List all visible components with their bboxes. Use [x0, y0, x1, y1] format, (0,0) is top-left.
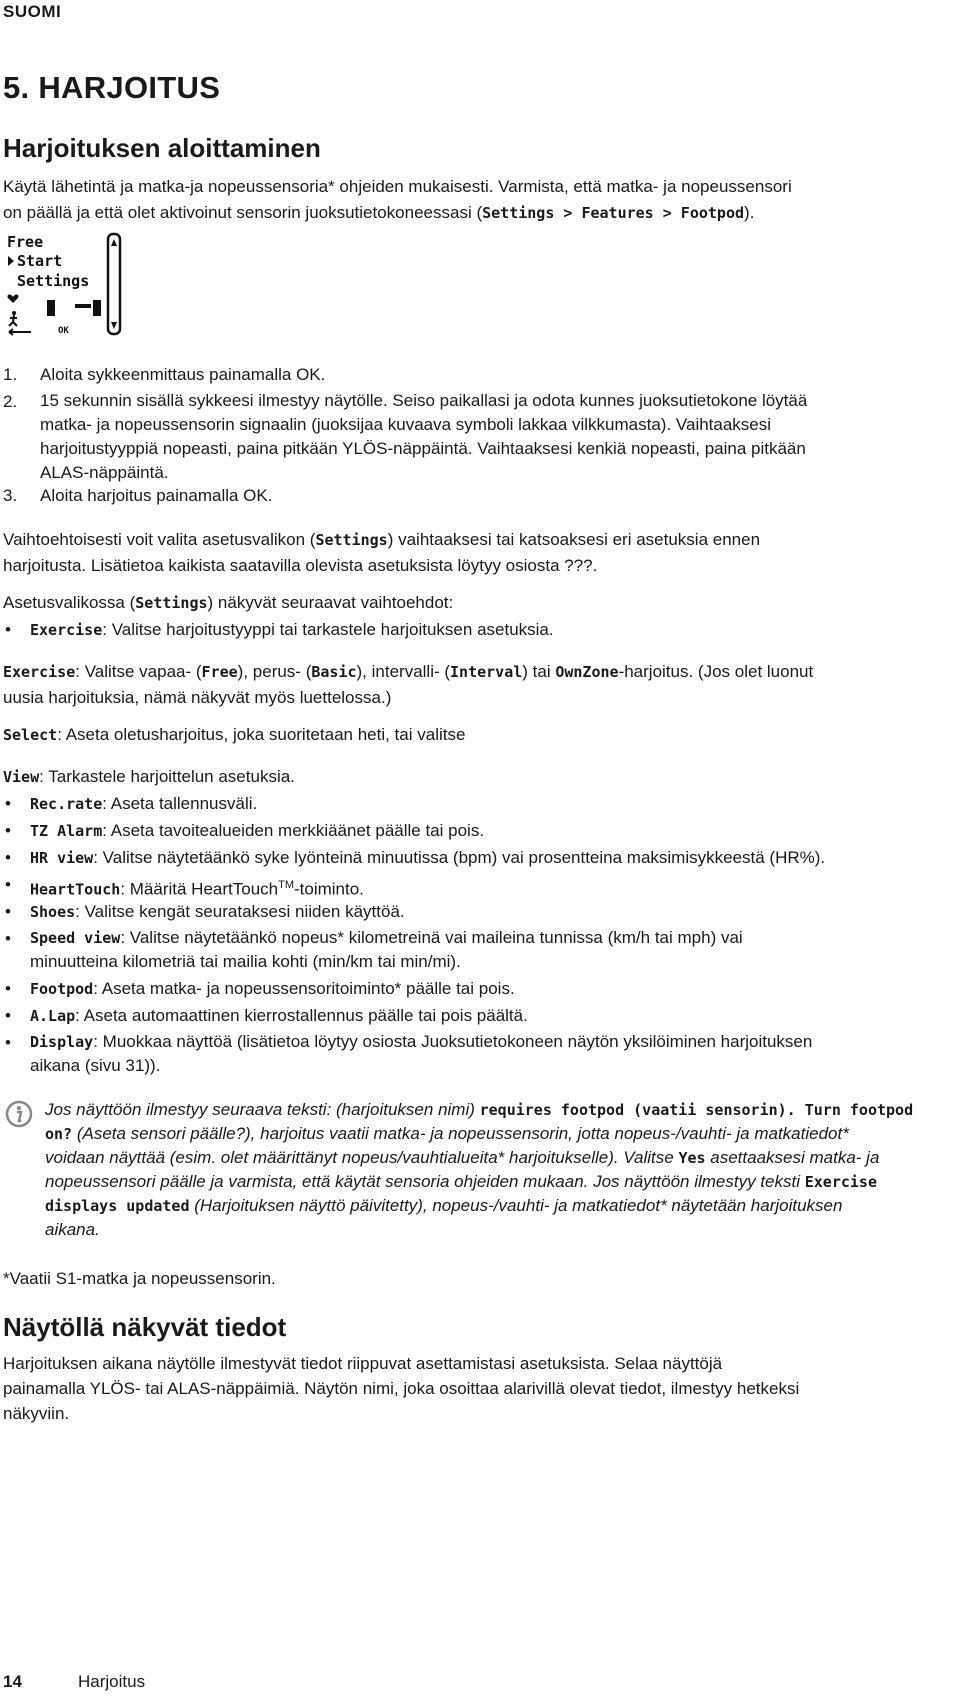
bullet-icon: • [5, 1006, 11, 1025]
info-note: Jos näyttöön ilmestyy seuraava teksti: (harjoituksen nimi) requires footpod (vaatii sensorin). Turn footpod on? (Aseta sensori päälle?), harjoitus vaatii matka- ja nopeussensorin, jotta nopeus-/vauhti- ja matkatiedot* voidaan näyttää (esim. olet määrittänyt nopeus/vauhtialueita* harjoitukselle). Valitse Yes asettaaksesi matka- ja nopeussensori päälle ja varmista, että käytät sensoria ohjeiden mukaan. Jos näyttöön ilmestyy teksti Exercise displays updated (Harjoituksen näyttö päivitetty), nopeus-/vauhti- ja matkatiedot* näytetään harjoituksen aikana. [45, 1100, 914, 1239]
list-item: Footpod: Aseta matka- ja nopeussensoritoiminto* päälle tai pois. [30, 979, 515, 998]
exercise-bullet: Exercise: Valitse harjoitustyyppi tai tarkastele harjoituksen asetuksia. [30, 620, 554, 639]
up-arrow-icon [111, 239, 117, 246]
step-number: 2. [3, 392, 18, 411]
footer-section-name: Harjoitus [78, 1672, 146, 1691]
scroll-bar-frame [108, 234, 120, 334]
selection-arrow-icon [8, 256, 14, 266]
display-data-paragraph: Harjoituksen aikana näytölle ilmestyvät tiedot riippuvat asettamistasi asetuksista. Selaa näyttöjä painamalla YLÖS- tai ALAS-näppäimiä. Näytön nimi, joka osoittaa alarivillä olevat tiedot, ilmestyy hetkeksi näkyviin. [3, 1354, 800, 1423]
intro-line-1: Käytä lähetintä ja matka-ja nopeussensoria* ohjeiden mukaisesti. Varmista, että matka- ja nopeussensori [3, 177, 792, 196]
watch-display-illustration [3, 226, 128, 338]
intro-paragraph [3, 174, 948, 226]
section-title-display-data: Näytöllä näkyvät tiedot [3, 1312, 287, 1342]
list-item: A.Lap: Aseta automaattinen kierrostallennus päälle tai pois päältä. [30, 1006, 528, 1025]
bullet-icon: • [5, 848, 11, 867]
step-number: 3. [3, 486, 18, 505]
display-segment [47, 300, 55, 316]
list-item: HR view: Valitse näytetäänkö syke lyönteinä minuutissa (bpm) vai prosentteina maksimisykkeestä (HR%). [30, 848, 826, 867]
list-item: Rec.rate: Aseta tallennusväli. [30, 794, 258, 813]
heart-icon [8, 294, 19, 303]
intro-line-2: on päällä ja että olet aktivoinut sensorin juoksutietokoneessasi (Settings > Features > Footpod). [3, 203, 755, 222]
list-item: Shoes: Valitse kengät seurataksesi niiden käyttöä. [30, 902, 405, 921]
page-number: 14 [3, 1672, 22, 1691]
display-text-free: Free [7, 233, 44, 251]
bullet-icon: • [5, 929, 11, 948]
settings-menu-intro: Asetusvalikossa (Settings) näkyvät seuraavat vaihtoehdot: [3, 593, 454, 612]
down-arrow-icon [111, 322, 117, 329]
section-title-start-training: Harjoituksen aloittaminen [3, 133, 321, 163]
view-paragraph: View: Tarkastele harjoittelun asetuksia. [3, 767, 295, 786]
display-segment [75, 304, 91, 308]
list-item: HeartTouch: Määritä HeartTouch™-toiminto. [30, 879, 364, 899]
back-arrow-icon [9, 329, 31, 335]
info-icon [5, 1100, 33, 1128]
select-paragraph: Select: Aseta oletusharjoitus, joka suoritetaan heti, tai valitse [3, 725, 466, 744]
settings-keyword: Settings [135, 594, 208, 612]
bullet-icon: • [5, 620, 11, 639]
display-ok-label: OK [58, 326, 69, 336]
bullet-icon: • [5, 821, 11, 840]
bullet-icon: • [5, 1033, 11, 1052]
bullet-icon: • [5, 875, 11, 894]
exercise-paragraph: Exercise: Valitse vapaa- (Free), perus- (Basic), intervalli- (Interval) tai OwnZone-harjoitus. (Jos olet luonut uusia harjoituksia, nämä näkyvät myös luettelossa.) [3, 662, 814, 707]
display-segment [93, 300, 101, 316]
runner-icon [9, 311, 17, 326]
step-1-text: Aloita sykkeenmittaus painamalla OK. [40, 365, 326, 384]
display-text-start: Start [17, 252, 63, 270]
chapter-title: 5. HARJOITUS [3, 70, 221, 105]
step-number: 1. [3, 365, 18, 384]
list-item: Display: Muokkaa näyttöä (lisätietoa löytyy osiosta Juoksutietokoneen näytön yksilöiminen harjoituksen aikana (sivu 31)). [30, 1032, 813, 1075]
list-item: TZ Alarm: Aseta tavoitealueiden merkkiäänet päälle tai pois. [30, 821, 485, 840]
bullet-icon: • [5, 902, 11, 921]
step-2-text: 15 sekunnin sisällä sykkeesi ilmestyy näytölle. Seiso paikallasi ja odota kunnes juoksutietokone löytää matka- ja nopeussensorin signaalin (juoksijaa kuvaava symboli lakkaa vilkkumasta). Vaihtaaksesi harjoitustyyppiä nopeasti, paina pitkään YLÖS-näppäintä. Vaihtaaksesi kenkiä nopeasti, paina pitkään ALAS-näppäintä. [40, 391, 808, 482]
list-item: Speed view: Valitse näytetäänkö nopeus* kilometreinä vai maileina tunnissa (km/h tai mph) vai minuutteina kilometriä tai mailia kohti (min/km tai min/mi). [30, 928, 743, 971]
alternative-paragraph: Vaihtoehtoisesti voit valita asetusvalikon (Settings) vaihtaaksesi tai katsoaksesi eri asetuksia ennen harjoitusta. Lisätietoa kaikista saatavilla olevista asetuksista löytyy osiosta ???. [3, 530, 761, 575]
footnote: *Vaatii S1-matka ja nopeussensorin. [3, 1269, 276, 1288]
settings-keyword: Settings [315, 531, 388, 549]
bullet-icon: • [5, 979, 11, 998]
menu-path: Settings > Features > Footpod [482, 204, 745, 222]
step-3-text: Aloita harjoitus painamalla OK. [40, 486, 273, 505]
display-text-settings: Settings [17, 272, 90, 290]
bullet-icon: • [5, 794, 11, 813]
language-label: SUOMI [3, 2, 62, 21]
